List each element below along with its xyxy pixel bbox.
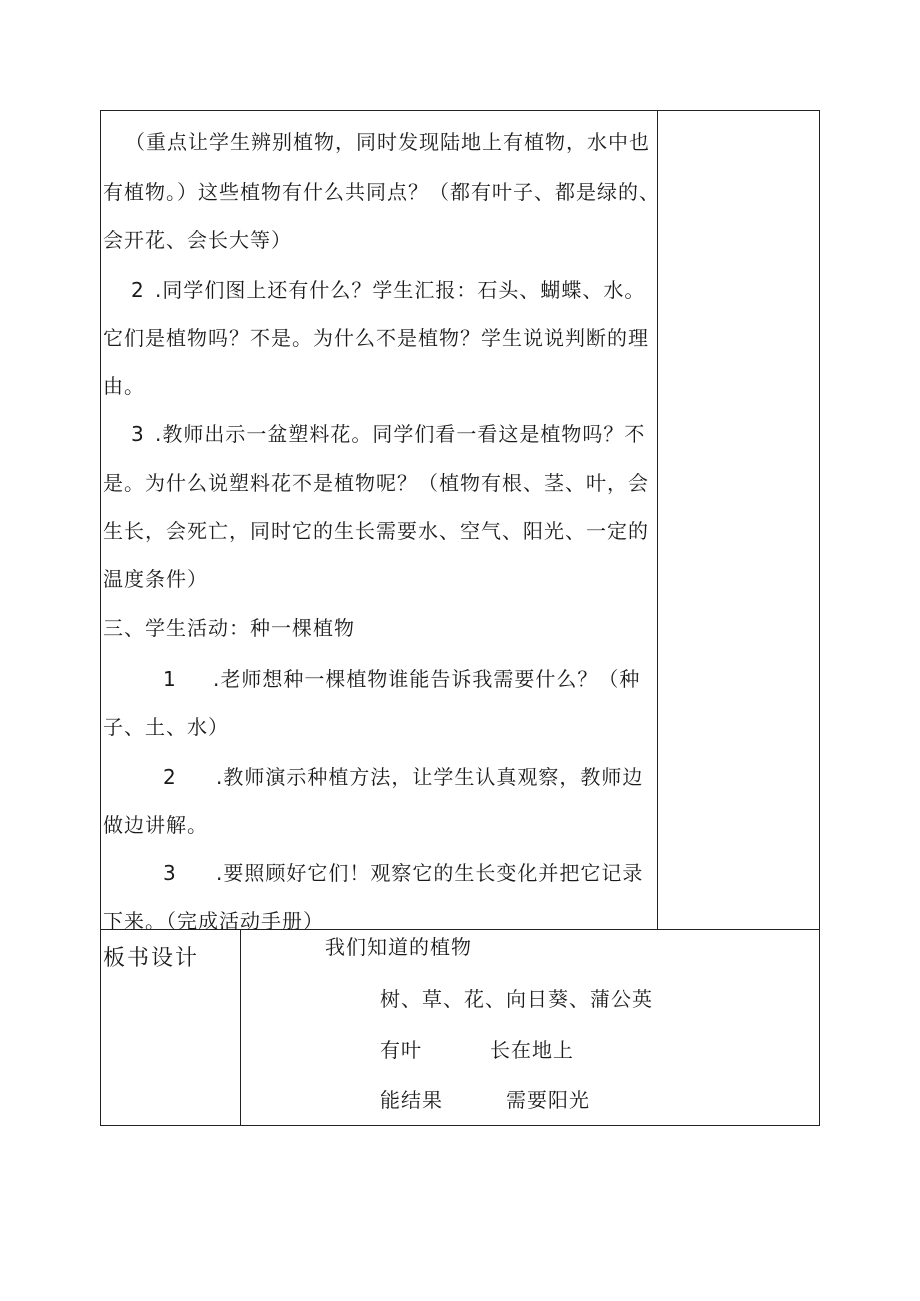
paragraph-2-number: 2 [131,278,145,302]
paragraph-3-line-4: 温度条件） [103,567,208,591]
step-1-line-2: 子、土、水） [103,715,229,739]
board-feature-ground: 长在地上 [490,1038,574,1062]
paragraph-1-line-2: 有植物。）这些植物有什么共同点？（都有叶子、都是绿的、 [103,180,660,204]
table-border-left [100,110,101,1126]
board-label-divider [240,929,241,1126]
board-design-label: 板书设计 [103,946,200,971]
step-2-line-2: 做边讲解。 [103,813,208,837]
step-3-line-1: .要照顾好它们！观察它的生长变化并把它记录 [216,861,644,885]
notes-column-divider [657,110,658,930]
step-3-line-2: 下来。（完成活动手册） [103,909,324,933]
paragraph-1-line-3: 会开花、会长大等） [103,228,292,252]
paragraph-2-line-2: 它们是植物吗？不是。为什么不是植物？学生说说判断的理 [103,326,649,350]
board-feature-sunlight: 需要阳光 [506,1088,590,1112]
paragraph-3-line-2: 是。为什么说塑料花不是植物呢？（植物有根、茎、叶，会 [103,471,649,495]
step-2-number: 2 [163,765,177,789]
paragraph-3-line-1: .教师出示一盆塑料花。同学们看一看这是植物吗？不 [155,422,646,446]
step-1-line-1: .老师想种一棵植物谁能告诉我需要什么？（种 [213,667,641,691]
paragraph-1-line-1: （重点让学生辨别植物，同时发现陆地上有植物，水中也 [125,130,650,154]
board-plants-list: 树、草、花、向日葵、蒲公英 [380,987,653,1011]
step-2-line-1: .教师演示种植方法，让学生认真观察，教师边 [216,765,644,789]
paragraph-3-number: 3 [131,422,145,446]
paragraph-2-line-1: .同学们图上还有什么？学生汇报：石头、蝴蝶、水。 [155,278,646,302]
table-border-right [819,110,820,1126]
table-border-bottom [100,1125,820,1126]
board-feature-leaves: 有叶 [380,1038,422,1062]
board-feature-fruit: 能结果 [380,1088,443,1112]
table-border-top [100,110,820,111]
paragraph-3-line-3: 生长，会死亡，同时它的生长需要水、空气、阳光、一定的 [103,519,649,543]
section-3-heading: 三、学生活动：种一棵植物 [103,616,355,640]
paragraph-2-line-3: 由。 [103,374,145,398]
step-1-number: 1 [163,667,177,691]
board-title: 我们知道的植物 [325,935,472,959]
step-3-number: 3 [163,861,177,885]
